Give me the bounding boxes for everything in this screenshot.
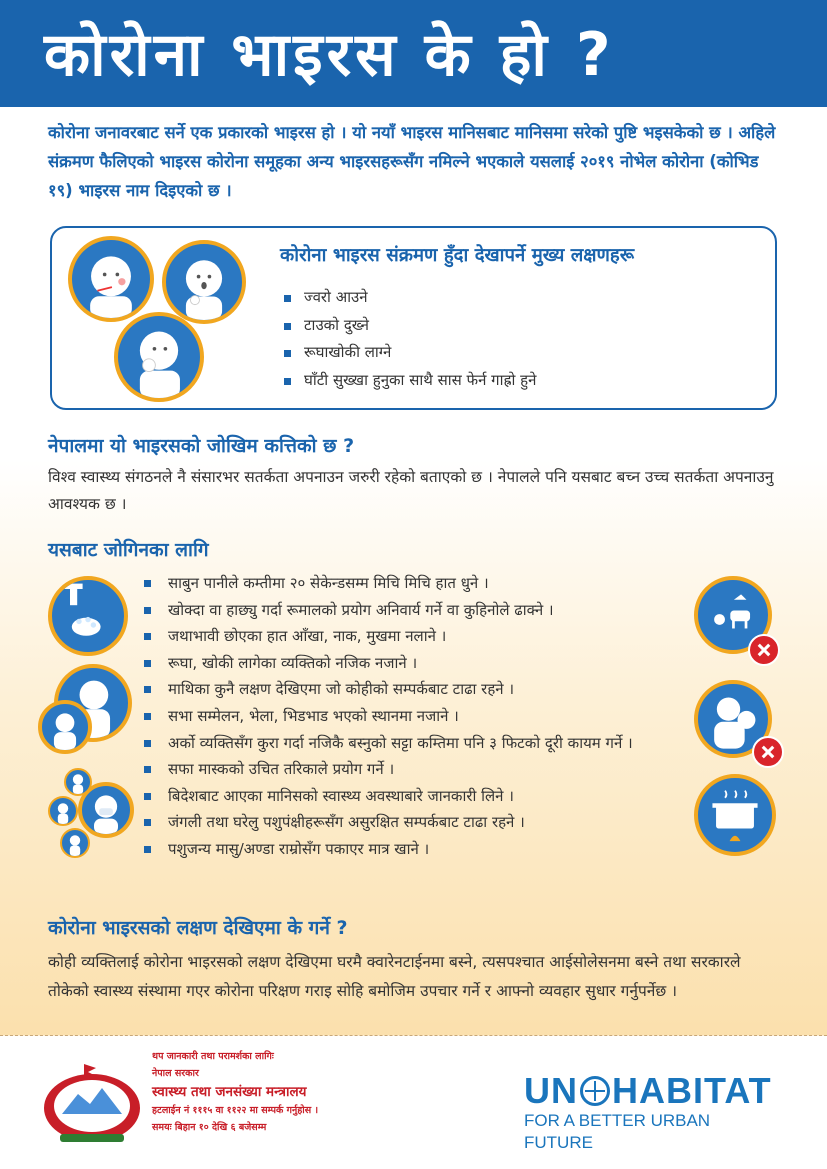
prevention-list — [140, 570, 700, 863]
list-item: पशुजन्य मासु/अण्डा राम्रोसँग पकाएर मात्र खाने । — [140, 836, 700, 863]
prohibited-icon — [748, 634, 780, 666]
bullet-icon — [284, 350, 291, 357]
person-small-3-icon — [60, 828, 90, 858]
hotline-text: हटलाईन नं १११५ वा ११२२ मा सम्पर्क गर्नुहोस । — [152, 1105, 319, 1116]
ministry-name: स्वास्थ्य तथा जनसंख्या मन्त्रालय — [152, 1084, 307, 1100]
bullet-icon — [284, 378, 291, 385]
list-item: रूघा, खोकी लागेका व्यक्तिको नजिक नजाने । — [140, 650, 700, 677]
symptoms-box — [50, 226, 777, 410]
bullet-icon — [144, 819, 151, 826]
handwash-illustration — [48, 576, 128, 656]
intro-paragraph: कोरोना जनावरबाट सर्ने एक प्रकारको भाइरस हो । यो नयाँ भाइरस मानिसबाट मानिसमा सरेको पुष्टि भइसकेको छ । अहिले संक्रमण फैलिएको भाइरस कोरोना समूहका अन्य भाइरसहरूसँग नमिल्ने भएकाले यसलाई २०१९ नोभेल कोरोना (कोभिड १९) भाइरस नाम दिइएको छ । — [48, 123, 776, 200]
cough-illustration — [114, 312, 204, 402]
list-item: टाउको दुख्ने — [284, 312, 536, 340]
list-item: ज्वरो आउने — [284, 284, 536, 312]
list-item: खोक्दा वा हाछ्यु गर्दा रूमालको प्रयोग अनिवार्य गर्ने वा कुहिनोले ढाक्ने । — [140, 597, 700, 624]
action-title: कोरोना भाइरसको लक्षण देखिएमा के गर्ने ? — [48, 917, 348, 939]
fever-illustration — [68, 236, 154, 322]
un-habitat-tagline: FOR A BETTER URBAN FUTURE — [524, 1111, 711, 1152]
symptoms-list — [284, 284, 536, 394]
risk-paragraph: विश्व स्वास्थ्य संगठनले नै संसारभर सतर्कता अपनाउन जरुरी रहेको बताएको छ । नेपालले पनि यसबाट बच्न उच्च सतर्कता अपनाउनु आवश्यक छ । — [48, 468, 774, 513]
bullet-icon — [284, 295, 291, 302]
list-item: रूघाखोकी लाग्ने — [284, 339, 536, 367]
government-label: नेपाल सरकार — [152, 1068, 199, 1079]
footer-divider — [0, 1035, 827, 1036]
info-label: थप जानकारी तथा परामर्शका लागिः — [152, 1051, 274, 1062]
list-item: बिदेशबाट आएका मानिसको स्वास्थ्य अवस्थाबारे जानकारी लिने । — [140, 783, 700, 810]
list-item: अर्को व्यक्तिसँग कुरा गर्दा नजिकै बस्नुको सट्टा कम्तिमा पनि ३ फिटको दूरी कायम गर्ने । — [140, 730, 700, 757]
headache-illustration — [162, 240, 246, 324]
list-item: माथिका कुनै लक्षण देखिएमा जो कोहीको सम्पर्कबाट टाढा रहने । — [140, 676, 700, 703]
list-item: सफा मास्कको उचित तरिकाले प्रयोग गर्ने । — [140, 756, 700, 783]
un-habitat-wordmark: UN HABITAT — [524, 1070, 772, 1111]
bullet-icon — [144, 846, 151, 853]
list-item: सभा सम्मेलन, भेला, भिडभाड भएको स्थानमा नजाने । — [140, 703, 700, 730]
bullet-icon — [144, 607, 151, 614]
bullet-icon — [144, 633, 151, 640]
bullet-icon — [144, 740, 151, 747]
list-item: घाँटी सुख्खा हुनुका साथै सास फेर्न गाह्रो हुने — [284, 367, 536, 395]
symptoms-title: कोरोना भाइरस संक्रमण हुँदा देखापर्ने मुख्य लक्षणहरू — [280, 245, 635, 266]
cover-cough-illustration — [38, 700, 92, 754]
un-globe-icon — [580, 1076, 610, 1106]
office-hours: समयः बिहान १० देखि ६ बजेसम्म — [152, 1122, 267, 1133]
bullet-icon — [144, 686, 151, 693]
prevention-title: यसबाट जोगिनका लागि — [48, 539, 209, 561]
un-habitat-logo — [524, 1072, 782, 1154]
footer-contact — [152, 1048, 318, 1136]
list-item: जंगली तथा घरेलु पशुपंक्षीहरूसँग असुरक्षित सम्पर्कबाट टाढा रहने । — [140, 809, 700, 836]
bullet-icon — [284, 323, 291, 330]
cooking-pot-icon — [694, 774, 776, 856]
risk-title: नेपालमा यो भाइरसको जोखिम कत्तिको छ ? — [48, 435, 355, 457]
bullet-icon — [144, 793, 151, 800]
bullet-icon — [144, 766, 151, 773]
bullet-icon — [144, 580, 151, 587]
bullet-icon — [144, 660, 151, 667]
header-banner — [0, 0, 827, 107]
prohibited-icon — [752, 736, 784, 768]
list-item: साबुन पानीले कम्तीमा २० सेकेन्डसम्म मिचि मिचि हात धुने । — [140, 570, 700, 597]
bullet-icon — [144, 713, 151, 720]
page-title: कोरोना भाइरस के हो ? — [44, 20, 615, 90]
person-small-1-icon — [64, 768, 92, 796]
list-item: जथाभावी छोएका हात आँखा, नाक, मुखमा नलाने । — [140, 623, 700, 650]
action-paragraph: कोही व्यक्तिलाई कोरोना भाइरसको लक्षण देखिएमा घरमै क्वारेनटाईनमा बस्ने, त्यसपश्चात आईसोलेसनमा बस्ने तथा सरकारले तोकेको स्वास्थ्य संस्थामा गएर कोरोना परिक्षण गराइ सोहि बमोजिम उपचार गर्ने र आफ्नो व्यवहार सुधार गर्नुपर्नेछ । — [48, 953, 741, 1000]
person-small-2-icon — [48, 796, 78, 826]
nepal-government-emblem — [36, 1058, 148, 1148]
